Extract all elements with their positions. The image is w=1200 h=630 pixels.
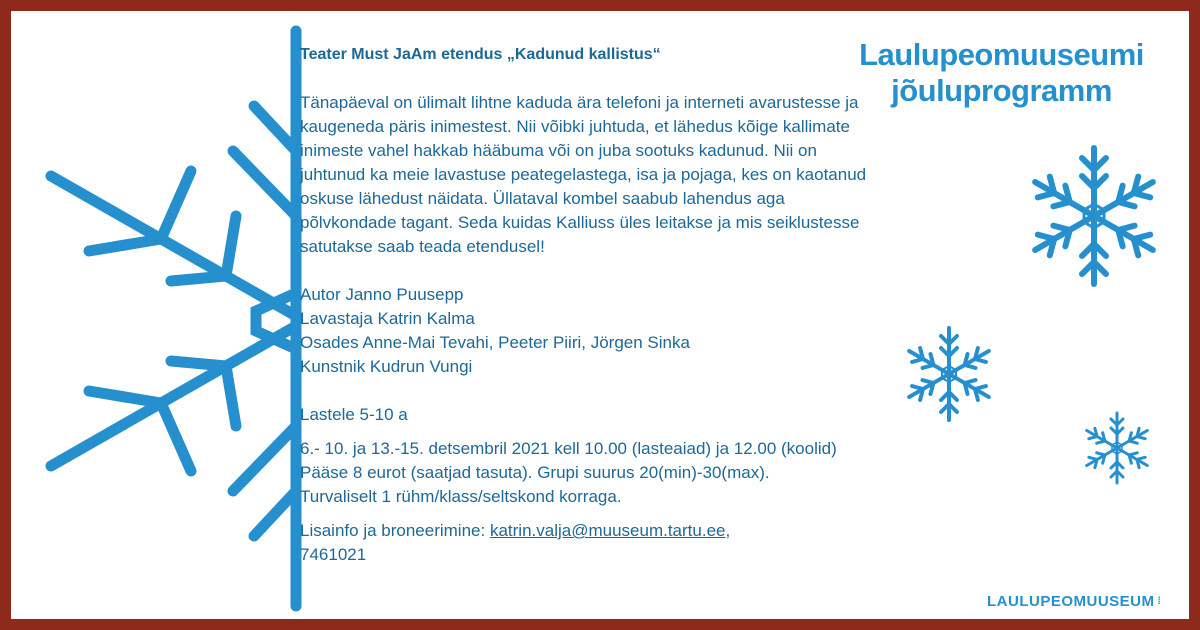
headline-line-1: Laulupeomuuseumi [859,37,1144,72]
contact-email-link[interactable]: katrin.valja@muuseum.tartu.ee [489,521,726,540]
dates-info: 6.- 10. ja 13.-15. detsembril 2021 kell 10.00 (lasteaiad) ja 12.00 (koolid) [300,439,837,458]
snowflake-icon [1079,410,1155,486]
logo-text: LAULUPEOMUUSEUM [987,593,1155,610]
safety-info: Turvaliselt 1 rühm/klass/seltskond korraga. [300,487,622,506]
contact-phone: 7461021 [300,545,367,564]
audience-info: Lastele 5-10 a [300,405,408,424]
museum-logo [987,593,1161,610]
event-description [300,43,875,567]
headline [829,37,1174,109]
snowflake-icon [1019,141,1169,291]
event-title: Teater Must JaAm etendus „Kadunud kallistus“ [300,46,661,63]
credit-author: Autor Janno Puusepp [300,285,464,304]
dots-icon: ⁞ [1157,596,1162,607]
price-info: Pääse 8 eurot (saatjad tasuta). Grupi suurus 20(min)-30(max). [300,463,770,482]
contact-info [300,519,875,567]
credit-director: Lavastaja Katrin Kalma [300,309,475,328]
contact-separator: , [725,521,731,540]
credit-artist: Kunstnik Kudrun Vungi [300,357,473,376]
snowflake-icon [899,324,999,424]
contact-label: Lisainfo ja broneerimine: [300,521,490,540]
credit-cast: Osades Anne-Mai Tevahi, Peeter Piiri, Jörgen Sinka [300,333,690,352]
event-text: Tänapäeval on ülimalt lihtne kaduda ära telefoni ja interneti avarustesse ja kaugeneda päris inimestest. Nii võibki juhtuda, et lähedus kõige kallimate inimeste vahel hakkab hääbuma või on juba sootuks kadunud. Nii on juhtunud ka meie lavastuse peategelastega, isa ja pojaga, kes on kaotanud oskuse lähedust näidata. Üllataval kombel saabub lahendus aga põlvkondade tagant. Seda kuidas Kalliuss üles leitakse ja mis seiklustesse satutakse saab teada etendusel! [300,93,867,256]
headline-line-2: jõuluprogramm [891,73,1112,108]
